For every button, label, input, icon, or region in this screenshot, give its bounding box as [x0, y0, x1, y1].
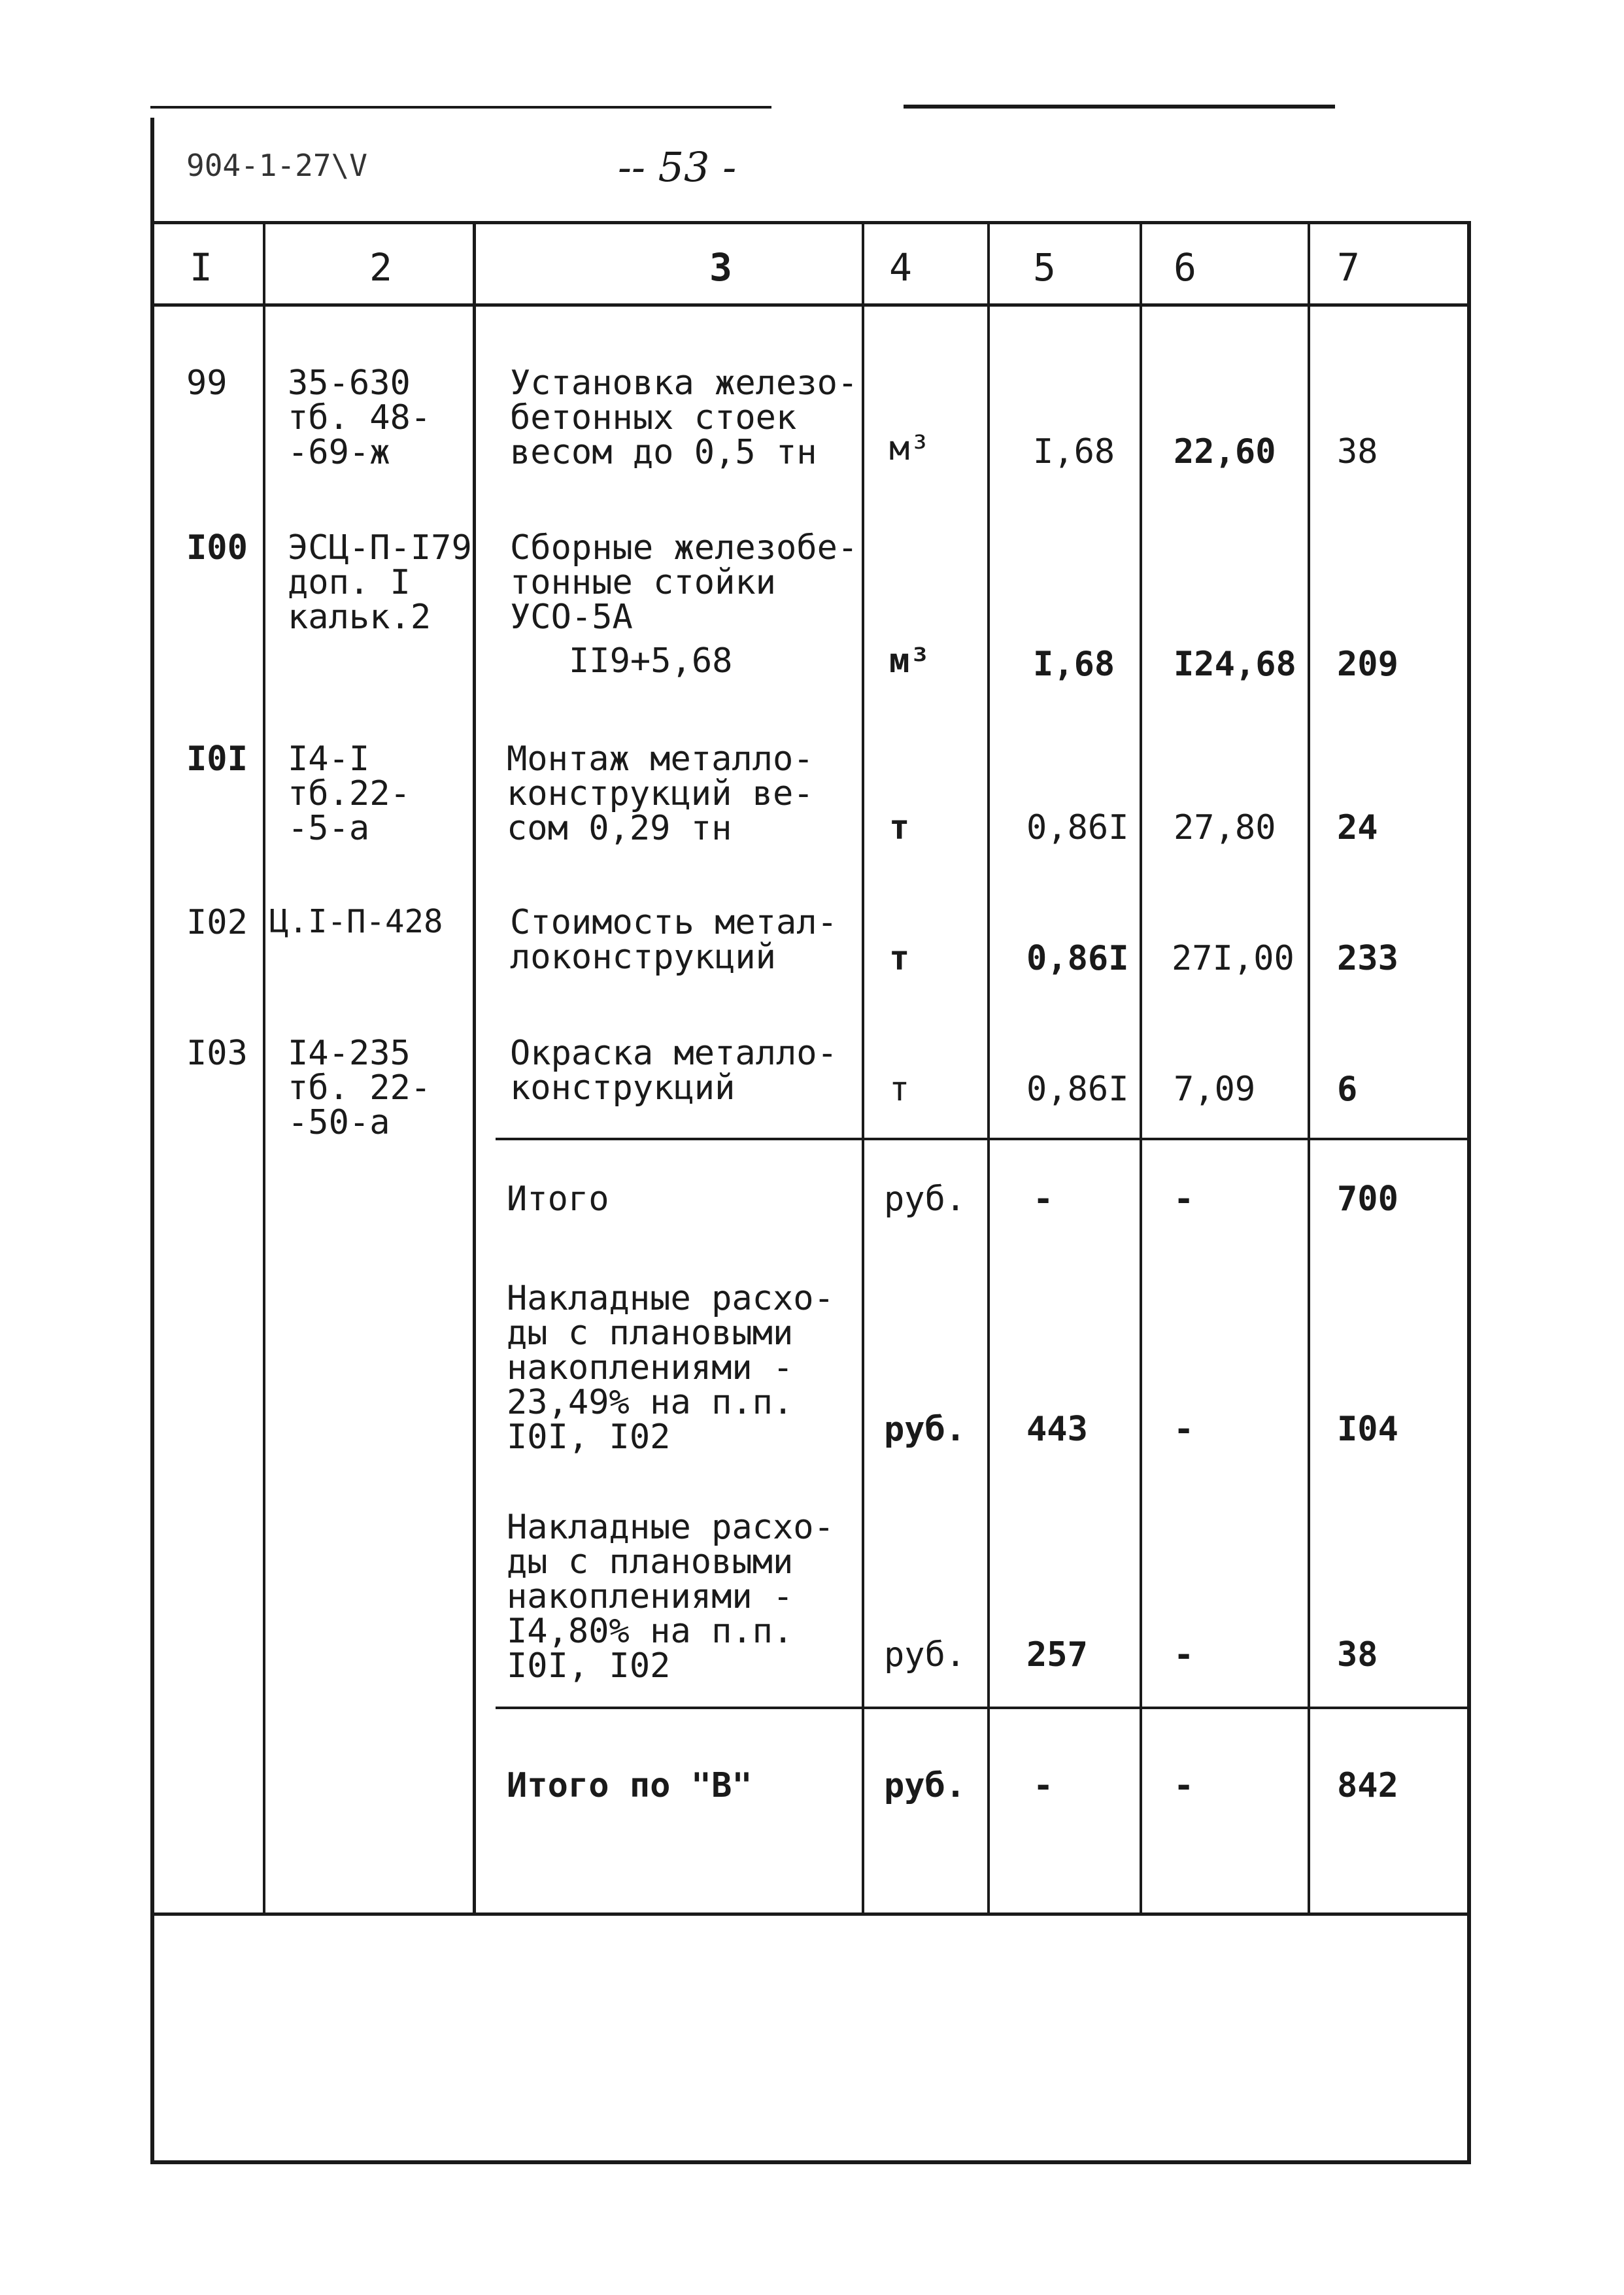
column-header-1: I [190, 245, 212, 290]
row-price: 7,09 [1174, 1070, 1256, 1109]
column-header-6: 6 [1174, 245, 1196, 290]
summary-total: 38 [1337, 1635, 1378, 1674]
row-description: Окраска металло- конструкций [510, 1034, 837, 1108]
summary-description: Накладные расхо- ды с плановыми накоплениями - I4,80% на п.п. I0I, I02 [507, 1508, 834, 1686]
row-price: I24,68 [1174, 645, 1296, 684]
row-quantity: 0,86I [1026, 1070, 1129, 1109]
row-price: 27,80 [1174, 808, 1276, 847]
col-rule-6 [1308, 222, 1310, 1914]
summary-description: Итого [507, 1180, 609, 1219]
row-number: I03 [186, 1034, 248, 1073]
summary-price: - [1174, 1410, 1194, 1449]
row-unit: м³ [889, 429, 930, 468]
row-code: 35-630 тб. 48- -69-ж [288, 364, 431, 473]
summary-unit: руб. [884, 1410, 966, 1449]
top-rule-right [904, 105, 1335, 109]
top-rule-left [150, 106, 771, 109]
grand-total-unit: руб. [884, 1766, 966, 1805]
row-description: Монтаж металло- конструкций ве- сом 0,29 тн [507, 740, 814, 849]
summary-total: 700 [1337, 1180, 1398, 1219]
summary-quantity: 443 [1026, 1410, 1088, 1449]
row-total: 209 [1337, 645, 1398, 684]
column-header-4: 4 [889, 245, 912, 290]
row-total: 24 [1337, 808, 1378, 847]
col-rule-3 [862, 222, 864, 1914]
column-header-2: 2 [369, 245, 392, 290]
row-quantity: I,68 [1033, 432, 1115, 471]
col-rule-2 [473, 222, 476, 1914]
row-description: Стоимость метал- локонструкций [510, 903, 837, 978]
frame-bottom [150, 2160, 1471, 2164]
table-bottom-rule [154, 1912, 1470, 1916]
grand-total-description: Итого по "В" [507, 1766, 753, 1805]
grand-total-amount: 842 [1337, 1766, 1398, 1805]
grand-total-price: - [1174, 1766, 1194, 1805]
column-header-3: 3 [709, 245, 732, 290]
column-header-5: 5 [1033, 245, 1056, 290]
summary-description: Накладные расхо- ды с плановыми накоплениями - 23,49% на п.п. I0I, I02 [507, 1279, 834, 1457]
row-number: I00 [186, 528, 248, 568]
col-rule-5 [1140, 222, 1142, 1914]
row-description: Сборные железобе- тонные стойки УСО-5А [510, 528, 858, 638]
summary-unit: руб. [884, 1180, 966, 1219]
row-code: I4-I тб.22- -5-а [288, 740, 411, 849]
row-quantity: 0,86I [1026, 808, 1129, 847]
summary-total: I04 [1337, 1410, 1398, 1449]
row-unit: т [889, 939, 910, 978]
grand-total-quantity: - [1033, 1766, 1054, 1805]
summary-price: - [1174, 1635, 1194, 1674]
row-code: I4-235 тб. 22- -50-а [288, 1034, 431, 1143]
row-total: 6 [1337, 1070, 1358, 1109]
row-unit: т [889, 1070, 910, 1109]
summary-quantity: 257 [1026, 1635, 1088, 1674]
row-unit: м³ [889, 641, 930, 681]
row-code: Ц.I-П-428 [269, 903, 443, 940]
col-rule-1 [263, 222, 265, 1914]
row-quantity: I,68 [1033, 645, 1115, 684]
row-price: 27I,00 [1172, 939, 1294, 978]
summary-quantity: - [1033, 1180, 1054, 1219]
summary-price: - [1174, 1180, 1194, 1219]
row-total: 233 [1337, 939, 1398, 978]
grand-total-top-rule [496, 1707, 1470, 1709]
header-bottom-rule [154, 303, 1470, 307]
row-description: Установка железо- бетонных стоек весом до 0,5 тн [510, 364, 858, 473]
row-quantity: 0,86I [1026, 939, 1129, 978]
summary-unit: руб. [884, 1635, 966, 1674]
table-top-rule [154, 221, 1470, 224]
row-description-formula: II9+5,68 [569, 641, 733, 681]
frame-right [1467, 221, 1471, 2164]
page-number: -- 53 - [618, 143, 737, 191]
summary-top-rule [496, 1138, 1470, 1140]
row-total: 38 [1337, 432, 1378, 471]
row-code: ЭСЦ-П-I79 доп. I кальк.2 [288, 528, 472, 638]
row-number: 99 [186, 364, 228, 403]
row-number: I0I [186, 740, 248, 779]
row-price: 22,60 [1174, 432, 1276, 471]
doc-code: 904-1-27\V [186, 148, 367, 183]
frame-left [150, 118, 154, 2164]
row-number: I02 [186, 903, 248, 942]
col-rule-4 [987, 222, 990, 1914]
column-header-7: 7 [1337, 245, 1360, 290]
row-unit: т [889, 808, 910, 847]
